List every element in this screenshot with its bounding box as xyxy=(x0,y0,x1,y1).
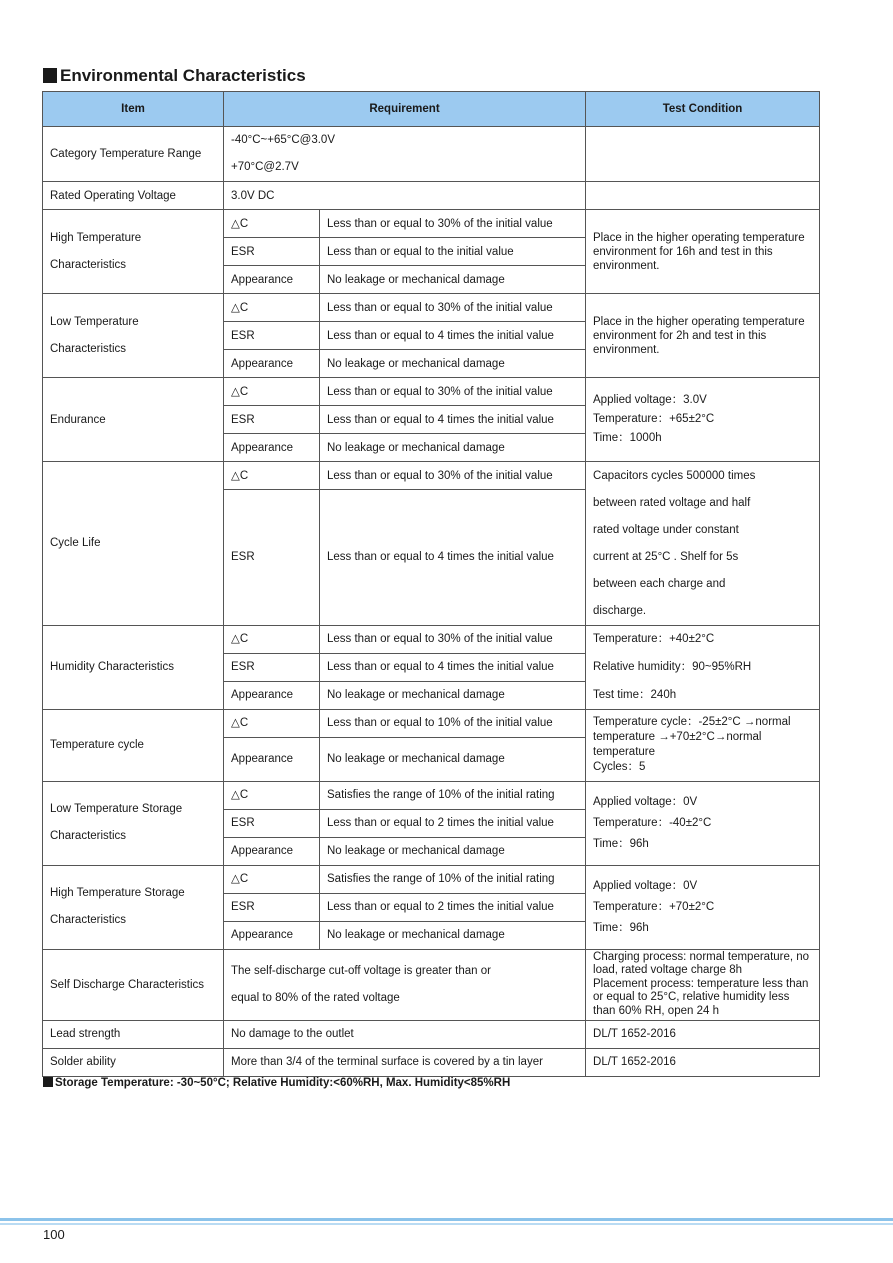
page-number: 100 xyxy=(43,1227,65,1242)
param-cell: Appearance xyxy=(224,350,320,378)
requirement-cell: The self-discharge cut-off voltage is greater than or equal to 80% of the rated voltage xyxy=(224,949,586,1020)
item-cell: Cycle Life xyxy=(43,462,224,626)
table-row xyxy=(43,949,820,1020)
condition-cell: Place in the higher operating temperature environment for 2h and test in this environment. xyxy=(586,294,820,378)
param-cell: △C xyxy=(224,865,320,893)
footnote-text: Storage Temperature: -30~50°C; Relative Humidity:<60%RH, Max. Humidity<85%RH xyxy=(55,1077,511,1089)
square-bullet-icon xyxy=(43,68,57,83)
square-bullet-icon xyxy=(43,1077,53,1087)
item-cell: Category Temperature Range xyxy=(43,127,224,182)
condition-cell: Temperature cycle：-25±2°C →normal temperature →+70±2°C→normal temperature Cycles：5 xyxy=(586,709,820,781)
table-row xyxy=(43,709,820,737)
param-cell: ESR xyxy=(224,238,320,266)
param-cell: Appearance xyxy=(224,737,320,781)
condition-cell: DL/T 1652-2016 xyxy=(586,1048,820,1076)
value-cell: Less than or equal to 4 times the initial value xyxy=(320,322,586,350)
requirement-cell: 3.0V DC xyxy=(224,182,586,210)
param-cell: Appearance xyxy=(224,266,320,294)
table-row xyxy=(43,462,820,490)
page-title-text: Environmental Characteristics xyxy=(60,66,306,85)
value-cell: No leakage or mechanical damage xyxy=(320,837,586,865)
value-cell: Less than or equal to 2 times the initial value xyxy=(320,809,586,837)
table-row xyxy=(43,1048,820,1076)
param-cell: △C xyxy=(224,462,320,490)
table-row xyxy=(43,127,820,182)
param-cell: Appearance xyxy=(224,921,320,949)
value-cell: No leakage or mechanical damage xyxy=(320,266,586,294)
condition-cell: Applied voltage：0V Temperature：-40±2°C Time：96h xyxy=(586,781,820,865)
param-cell: ESR xyxy=(224,322,320,350)
condition-cell: Applied voltage：0V Temperature：+70±2°C Time：96h xyxy=(586,865,820,949)
table-row xyxy=(43,1020,820,1048)
condition-cell: Applied voltage：3.0V Temperature：+65±2°C Time：1000h xyxy=(586,378,820,462)
param-cell: △C xyxy=(224,210,320,238)
item-cell: Lead strength xyxy=(43,1020,224,1048)
condition-cell: Place in the higher operating temperature environment for 16h and test in this environment. xyxy=(586,210,820,294)
item-cell: High Temperature Storage Characteristics xyxy=(43,865,224,949)
item-cell: Endurance xyxy=(43,378,224,462)
condition-cell: Test time：240h xyxy=(586,681,820,709)
condition-cell: Capacitors cycles 500000 times xyxy=(586,462,820,490)
page-title xyxy=(43,65,306,87)
value-cell: Less than or equal to 30% of the initial value xyxy=(320,625,586,653)
table-row xyxy=(43,378,820,406)
condition-cell: Relative humidity：90~95%RH xyxy=(586,653,820,681)
header-requirement: Requirement xyxy=(224,92,586,127)
item-cell: Self Discharge Characteristics xyxy=(43,949,224,1020)
value-cell: No leakage or mechanical damage xyxy=(320,681,586,709)
param-cell: △C xyxy=(224,294,320,322)
param-cell: △C xyxy=(224,709,320,737)
param-cell: △C xyxy=(224,625,320,653)
item-cell: Humidity Characteristics xyxy=(43,625,224,709)
value-cell: Less than or equal to the initial value xyxy=(320,238,586,266)
value-cell: Less than or equal to 4 times the initial value xyxy=(320,653,586,681)
table-row xyxy=(43,210,820,238)
value-cell: Less than or equal to 30% of the initial value xyxy=(320,210,586,238)
item-cell: Solder ability xyxy=(43,1048,224,1076)
param-cell: ESR xyxy=(224,809,320,837)
value-cell: No leakage or mechanical damage xyxy=(320,737,586,781)
item-cell: Rated Operating Voltage xyxy=(43,182,224,210)
item-cell: Temperature cycle xyxy=(43,709,224,781)
value-cell: Less than or equal to 4 times the initial value xyxy=(320,490,586,626)
condition-cell: Charging process: normal temperature, no load, rated voltage charge 8h Placement process: temperature less than or equal to 25°C, relative humidity less than 60% RH, open 24 h xyxy=(586,949,820,1020)
value-cell: Less than or equal to 4 times the initial value xyxy=(320,406,586,434)
requirement-cell: -40°C~+65°C@3.0V +70°C@2.7V xyxy=(224,127,586,182)
value-cell: Less than or equal to 30% of the initial value xyxy=(320,462,586,490)
condition-cell: Temperature：+40±2°C xyxy=(586,625,820,653)
footer-divider-light xyxy=(0,1223,893,1225)
storage-footnote xyxy=(43,1077,510,1089)
value-cell: Satisfies the range of 10% of the initial rating xyxy=(320,781,586,809)
value-cell: Less than or equal to 30% of the initial value xyxy=(320,378,586,406)
requirement-cell: No damage to the outlet xyxy=(224,1020,586,1048)
param-cell: △C xyxy=(224,378,320,406)
requirement-cell: More than 3/4 of the terminal surface is covered by a tin layer xyxy=(224,1048,586,1076)
param-cell: ESR xyxy=(224,490,320,626)
table-row xyxy=(43,865,820,893)
param-cell: Appearance xyxy=(224,681,320,709)
table-row xyxy=(43,625,820,653)
param-cell: ESR xyxy=(224,653,320,681)
environmental-characteristics-table xyxy=(42,91,820,1077)
value-cell: No leakage or mechanical damage xyxy=(320,350,586,378)
value-cell: Less than or equal to 30% of the initial value xyxy=(320,294,586,322)
param-cell: ESR xyxy=(224,406,320,434)
table-row xyxy=(43,294,820,322)
header-row xyxy=(43,92,820,127)
value-cell: No leakage or mechanical damage xyxy=(320,434,586,462)
table-row xyxy=(43,781,820,809)
param-cell: Appearance xyxy=(224,837,320,865)
header-item: Item xyxy=(43,92,224,127)
table-row xyxy=(43,182,820,210)
condition-cell: DL/T 1652-2016 xyxy=(586,1020,820,1048)
header-test-condition: Test Condition xyxy=(586,92,820,127)
condition-cell: between rated voltage and half rated voltage under constant current at 25°C . Shelf for 5s between each charge and discharge. xyxy=(586,490,820,626)
value-cell: No leakage or mechanical damage xyxy=(320,921,586,949)
value-cell: Satisfies the range of 10% of the initial rating xyxy=(320,865,586,893)
condition-cell xyxy=(586,182,820,210)
item-cell: Low Temperature Storage Characteristics xyxy=(43,781,224,865)
item-cell: Low Temperature Characteristics xyxy=(43,294,224,378)
param-cell: △C xyxy=(224,781,320,809)
value-cell: Less than or equal to 2 times the initial value xyxy=(320,893,586,921)
param-cell: ESR xyxy=(224,893,320,921)
condition-cell xyxy=(586,127,820,182)
value-cell: Less than or equal to 10% of the initial value xyxy=(320,709,586,737)
item-cell: High Temperature Characteristics xyxy=(43,210,224,294)
param-cell: Appearance xyxy=(224,434,320,462)
footer-divider xyxy=(0,1218,893,1221)
